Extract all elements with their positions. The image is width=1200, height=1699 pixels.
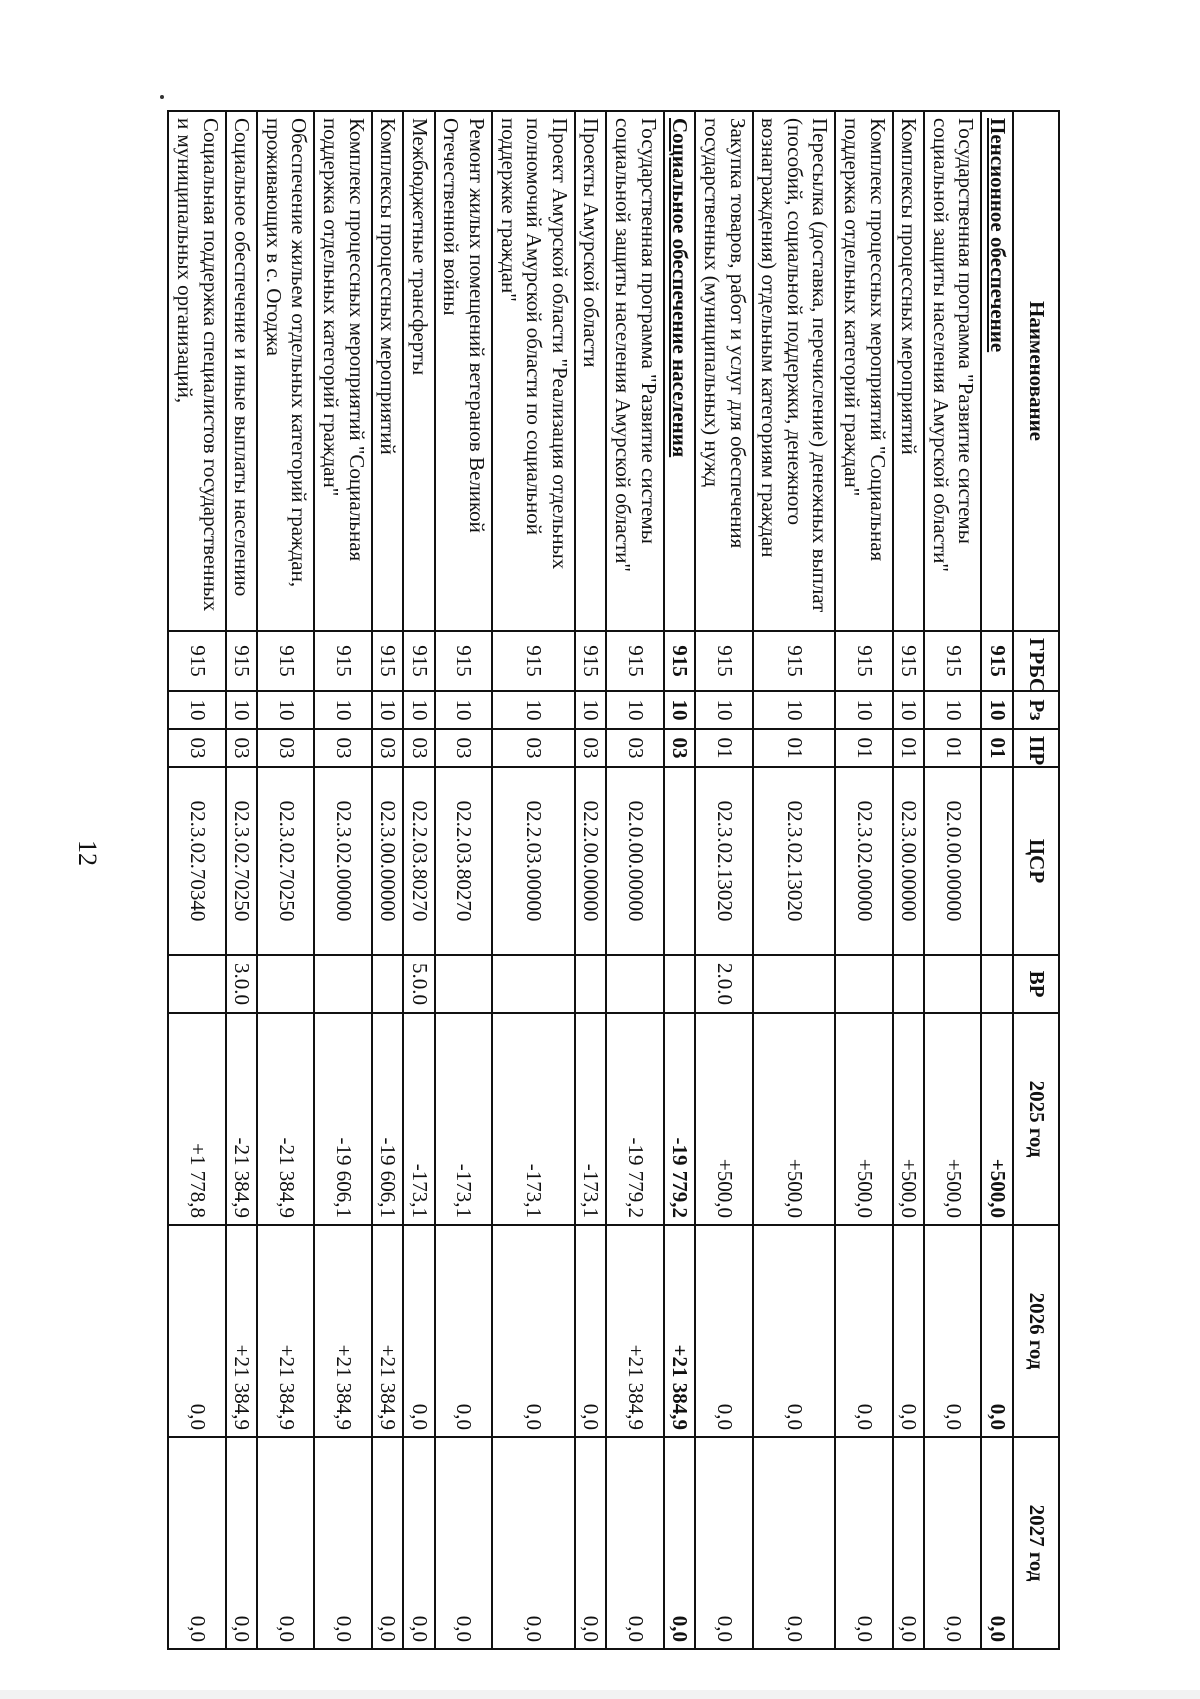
cell-pr: 03 bbox=[606, 729, 663, 767]
header-rz: Рз bbox=[1013, 691, 1059, 729]
cell-vr bbox=[168, 955, 225, 1013]
cell-2027: 0,0 bbox=[924, 1437, 981, 1649]
cell-grbs: 915 bbox=[403, 631, 435, 691]
cell-2026: 0,0 bbox=[168, 1225, 225, 1437]
cell-2027: 0,0 bbox=[257, 1437, 314, 1649]
table-row bbox=[835, 111, 892, 1649]
cell-2025: -21 384,9 bbox=[257, 1013, 314, 1225]
page-number: 12 bbox=[73, 840, 102, 866]
cell-csr: 02.3.02.13020 bbox=[753, 767, 836, 955]
cell-vr bbox=[664, 955, 696, 1013]
cell-grbs: 915 bbox=[835, 631, 892, 691]
cell-csr: 02.2.03.80270 bbox=[403, 767, 435, 955]
table-row bbox=[257, 111, 314, 1649]
cell-2026: +21 384,9 bbox=[226, 1225, 258, 1437]
rotated-table-area bbox=[172, 110, 1060, 1650]
cell-vr bbox=[606, 955, 663, 1013]
header-2027: 2027 год bbox=[1013, 1437, 1059, 1649]
table-row bbox=[924, 111, 981, 1649]
cell-name: Комплексы процессных мероприятий bbox=[893, 111, 925, 631]
cell-grbs: 915 bbox=[257, 631, 314, 691]
cell-rz: 10 bbox=[664, 691, 696, 729]
cell-csr: 02.3.02.13020 bbox=[695, 767, 752, 955]
cell-pr: 03 bbox=[314, 729, 371, 767]
cell-2027: 0,0 bbox=[314, 1437, 371, 1649]
cell-vr bbox=[435, 955, 492, 1013]
cell-csr: 02.2.03.80270 bbox=[435, 767, 492, 955]
cell-2027: 0,0 bbox=[981, 1437, 1013, 1649]
cell-2025: +500,0 bbox=[924, 1013, 981, 1225]
table-row bbox=[168, 111, 225, 1649]
header-grbs: ГРБС bbox=[1013, 631, 1059, 691]
cell-rz: 10 bbox=[492, 691, 575, 729]
cell-2025: +1 778,8 bbox=[168, 1013, 225, 1225]
cell-csr: 02.2.03.00000 bbox=[492, 767, 575, 955]
cell-rz: 10 bbox=[695, 691, 752, 729]
cell-2026: +21 384,9 bbox=[257, 1225, 314, 1437]
cell-pr: 03 bbox=[168, 729, 225, 767]
cell-2026: 0,0 bbox=[924, 1225, 981, 1437]
cell-vr bbox=[924, 955, 981, 1013]
cell-2026: +21 384,9 bbox=[372, 1225, 404, 1437]
table-row bbox=[606, 111, 663, 1649]
cell-name: Межбюджетные трансферты bbox=[403, 111, 435, 631]
cell-2025: -173,1 bbox=[435, 1013, 492, 1225]
header-csr: ЦСР bbox=[1013, 767, 1059, 955]
cell-pr: 03 bbox=[257, 729, 314, 767]
cell-rz: 10 bbox=[403, 691, 435, 729]
cell-name: Ремонт жилых помещений ветеранов Великой Отечественной войны bbox=[435, 111, 492, 631]
cell-name: Социальная поддержка специалистов государственных и муниципальных организаций, bbox=[168, 111, 225, 631]
cell-vr bbox=[981, 955, 1013, 1013]
cell-rz: 10 bbox=[606, 691, 663, 729]
cell-2025: +500,0 bbox=[695, 1013, 752, 1225]
cell-rz: 10 bbox=[314, 691, 371, 729]
cell-grbs: 915 bbox=[924, 631, 981, 691]
cell-name: Государственная программа "Развитие системы социальной защиты населения Амурской области" bbox=[606, 111, 663, 631]
table-row bbox=[753, 111, 836, 1649]
cell-name: Социальное обеспечение населения bbox=[664, 111, 696, 631]
cell-grbs: 915 bbox=[575, 631, 607, 691]
cell-vr bbox=[835, 955, 892, 1013]
cell-grbs: 915 bbox=[168, 631, 225, 691]
cell-vr bbox=[372, 955, 404, 1013]
cell-grbs: 915 bbox=[893, 631, 925, 691]
cell-grbs: 915 bbox=[664, 631, 696, 691]
cell-rz: 10 bbox=[575, 691, 607, 729]
cell-grbs: 915 bbox=[981, 631, 1013, 691]
cell-2025: -19 779,2 bbox=[606, 1013, 663, 1225]
table-row bbox=[372, 111, 404, 1649]
cell-grbs: 915 bbox=[606, 631, 663, 691]
cell-2027: 0,0 bbox=[575, 1437, 607, 1649]
cell-rz: 10 bbox=[924, 691, 981, 729]
cell-2026: 0,0 bbox=[835, 1225, 892, 1437]
cell-csr: 02.3.00.00000 bbox=[893, 767, 925, 955]
header-vr: ВР bbox=[1013, 955, 1059, 1013]
cell-2027: 0,0 bbox=[606, 1437, 663, 1649]
cell-rz: 10 bbox=[168, 691, 225, 729]
cell-grbs: 915 bbox=[492, 631, 575, 691]
cell-grbs: 915 bbox=[372, 631, 404, 691]
cell-pr: 01 bbox=[835, 729, 892, 767]
cell-2026: 0,0 bbox=[492, 1225, 575, 1437]
cell-2025: +500,0 bbox=[753, 1013, 836, 1225]
cell-name: Обеспечение жильем отдельных категорий граждан, проживающих в с. Огоджа bbox=[257, 111, 314, 631]
header-name: Наименование bbox=[1013, 111, 1059, 631]
table-row bbox=[314, 111, 371, 1649]
cell-2026: 0,0 bbox=[695, 1225, 752, 1437]
cell-csr bbox=[981, 767, 1013, 955]
cell-csr bbox=[664, 767, 696, 955]
cell-2027: 0,0 bbox=[226, 1437, 258, 1649]
cell-name: Пенсионное обеспечение bbox=[981, 111, 1013, 631]
cell-2026: 0,0 bbox=[753, 1225, 836, 1437]
cell-name: Проект Амурской области "Реализация отдельных полномочий Амурской области по социальной поддержке граждан" bbox=[492, 111, 575, 631]
cell-pr: 03 bbox=[575, 729, 607, 767]
table-body bbox=[168, 111, 1013, 1649]
cell-vr: 5.0.0 bbox=[403, 955, 435, 1013]
cell-2026: 0,0 bbox=[403, 1225, 435, 1437]
cell-csr: 02.3.02.00000 bbox=[835, 767, 892, 955]
cell-name: Комплексы процессных мероприятий bbox=[372, 111, 404, 631]
table-row bbox=[492, 111, 575, 1649]
cell-2026: 0,0 bbox=[575, 1225, 607, 1437]
cell-pr: 01 bbox=[893, 729, 925, 767]
cell-rz: 10 bbox=[753, 691, 836, 729]
cell-name: Комплекс процессных мероприятий "Социальная поддержка отдельных категорий граждан" bbox=[835, 111, 892, 631]
cell-2025: -19 606,1 bbox=[314, 1013, 371, 1225]
cell-grbs: 915 bbox=[753, 631, 836, 691]
cell-2027: 0,0 bbox=[372, 1437, 404, 1649]
scan-speck bbox=[160, 95, 164, 99]
table-row bbox=[893, 111, 925, 1649]
cell-2025: -173,1 bbox=[403, 1013, 435, 1225]
cell-csr: 02.0.00.00000 bbox=[606, 767, 663, 955]
cell-2026: +21 384,9 bbox=[314, 1225, 371, 1437]
header-2026: 2026 год bbox=[1013, 1225, 1059, 1437]
cell-grbs: 915 bbox=[314, 631, 371, 691]
cell-2026: +21 384,9 bbox=[664, 1225, 696, 1437]
cell-csr: 02.3.02.70340 bbox=[168, 767, 225, 955]
cell-name: Пересылка (доставка, перечисление) денежных выплат (пособий, социальной поддержки, денежного вознаграждения) отдельным категориям граждан bbox=[753, 111, 836, 631]
cell-pr: 01 bbox=[924, 729, 981, 767]
cell-grbs: 915 bbox=[695, 631, 752, 691]
cell-2026: 0,0 bbox=[981, 1225, 1013, 1437]
cell-vr bbox=[575, 955, 607, 1013]
cell-2027: 0,0 bbox=[403, 1437, 435, 1649]
table-row bbox=[575, 111, 607, 1649]
budget-table bbox=[167, 110, 1060, 1650]
cell-vr bbox=[257, 955, 314, 1013]
rotated-table-frame bbox=[172, 110, 1060, 1650]
cell-name: Закупка товаров, работ и услуг для обеспечения государственных (муниципальных) нужд bbox=[695, 111, 752, 631]
table-row bbox=[981, 111, 1013, 1649]
cell-vr bbox=[492, 955, 575, 1013]
cell-2025: -19 779,2 bbox=[664, 1013, 696, 1225]
cell-2027: 0,0 bbox=[695, 1437, 752, 1649]
cell-2025: -173,1 bbox=[575, 1013, 607, 1225]
cell-2027: 0,0 bbox=[168, 1437, 225, 1649]
table-row bbox=[435, 111, 492, 1649]
cell-pr: 03 bbox=[664, 729, 696, 767]
cell-rz: 10 bbox=[257, 691, 314, 729]
cell-2025: +500,0 bbox=[835, 1013, 892, 1225]
cell-2026: 0,0 bbox=[893, 1225, 925, 1437]
cell-pr: 03 bbox=[226, 729, 258, 767]
cell-csr: 02.0.00.00000 bbox=[924, 767, 981, 955]
table-header-row bbox=[1013, 111, 1059, 1649]
cell-vr: 3.0.0 bbox=[226, 955, 258, 1013]
cell-2025: -21 384,9 bbox=[226, 1013, 258, 1225]
cell-csr: 02.2.00.00000 bbox=[575, 767, 607, 955]
cell-vr bbox=[314, 955, 371, 1013]
cell-2025: +500,0 bbox=[893, 1013, 925, 1225]
cell-pr: 03 bbox=[435, 729, 492, 767]
scan-bottom-edge bbox=[0, 1690, 1200, 1699]
header-2025: 2025 год bbox=[1013, 1013, 1059, 1225]
cell-rz: 10 bbox=[835, 691, 892, 729]
cell-csr: 02.3.02.00000 bbox=[314, 767, 371, 955]
cell-name: Социальное обеспечение и иные выплаты населению bbox=[226, 111, 258, 631]
cell-2027: 0,0 bbox=[664, 1437, 696, 1649]
cell-grbs: 915 bbox=[226, 631, 258, 691]
cell-2027: 0,0 bbox=[753, 1437, 836, 1649]
cell-csr: 02.3.00.00000 bbox=[372, 767, 404, 955]
table-row bbox=[403, 111, 435, 1649]
cell-csr: 02.3.02.70250 bbox=[226, 767, 258, 955]
cell-2025: +500,0 bbox=[981, 1013, 1013, 1225]
cell-2026: +21 384,9 bbox=[606, 1225, 663, 1437]
cell-pr: 01 bbox=[981, 729, 1013, 767]
cell-pr: 01 bbox=[753, 729, 836, 767]
cell-rz: 10 bbox=[893, 691, 925, 729]
cell-vr bbox=[753, 955, 836, 1013]
cell-2025: -173,1 bbox=[492, 1013, 575, 1225]
cell-pr: 01 bbox=[695, 729, 752, 767]
cell-grbs: 915 bbox=[435, 631, 492, 691]
header-pr: ПР bbox=[1013, 729, 1059, 767]
cell-pr: 03 bbox=[403, 729, 435, 767]
cell-2027: 0,0 bbox=[893, 1437, 925, 1649]
cell-pr: 03 bbox=[372, 729, 404, 767]
cell-rz: 10 bbox=[372, 691, 404, 729]
table-row bbox=[695, 111, 752, 1649]
cell-rz: 10 bbox=[226, 691, 258, 729]
cell-rz: 10 bbox=[435, 691, 492, 729]
cell-2027: 0,0 bbox=[835, 1437, 892, 1649]
cell-2027: 0,0 bbox=[492, 1437, 575, 1649]
cell-name: Проекты Амурской области bbox=[575, 111, 607, 631]
cell-name: Государственная программа "Развитие системы социальной защиты населения Амурской области" bbox=[924, 111, 981, 631]
table-row bbox=[664, 111, 696, 1649]
cell-vr bbox=[893, 955, 925, 1013]
table-row bbox=[226, 111, 258, 1649]
cell-2026: 0,0 bbox=[435, 1225, 492, 1437]
cell-2025: -19 606,1 bbox=[372, 1013, 404, 1225]
cell-pr: 03 bbox=[492, 729, 575, 767]
cell-vr: 2.0.0 bbox=[695, 955, 752, 1013]
cell-2027: 0,0 bbox=[435, 1437, 492, 1649]
cell-rz: 10 bbox=[981, 691, 1013, 729]
cell-name: Комплекс процессных мероприятий "Социальная поддержка отдельных категорий граждан" bbox=[314, 111, 371, 631]
cell-csr: 02.3.02.70250 bbox=[257, 767, 314, 955]
